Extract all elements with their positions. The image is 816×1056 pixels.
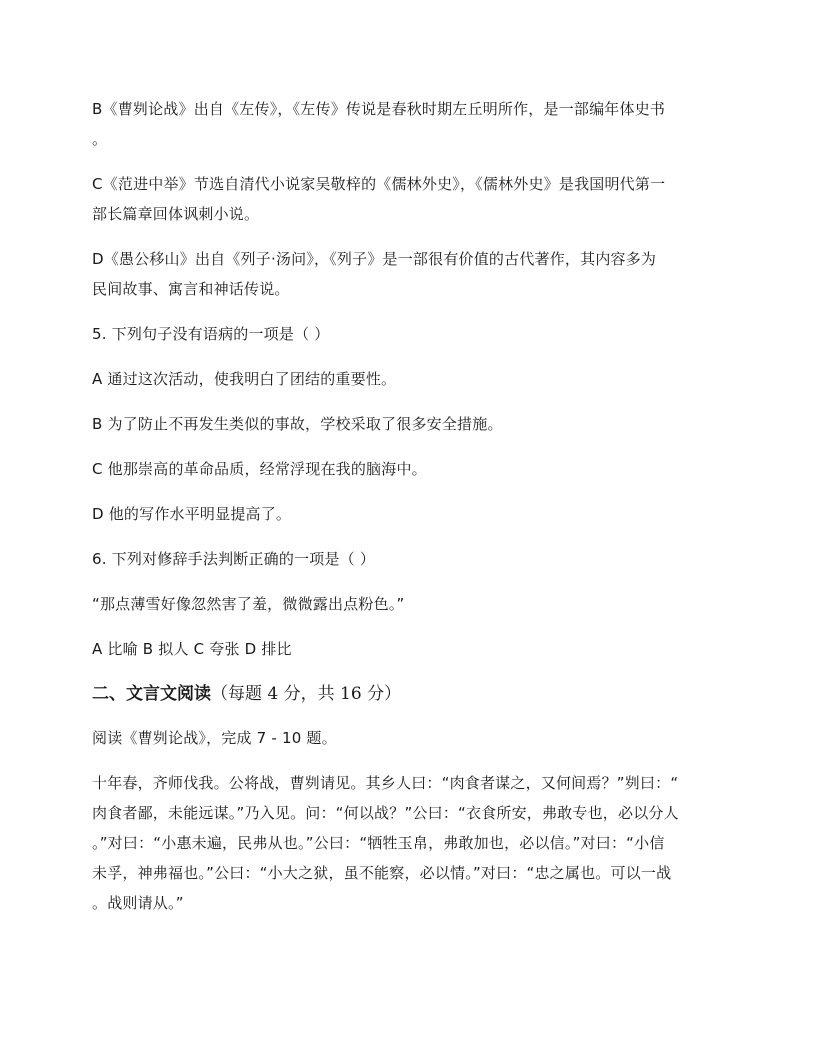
section-title: 二、文言文阅读	[92, 684, 211, 704]
quote-text: “那点薄雪好像忽然害了羞，微微露出点粉色。”	[92, 595, 405, 613]
option-c-rulinwaishi	[92, 169, 724, 229]
question-5-option-a	[92, 364, 724, 394]
question-5	[92, 319, 724, 349]
text-line: C《范进中举》节选自清代小说家吴敬梓的《儒林外史》，《儒林外史》是我国明代第一	[92, 175, 666, 193]
option-d-liezi	[92, 244, 724, 304]
option-b-zuozhuan	[92, 94, 724, 154]
question-6	[92, 544, 724, 574]
question-5-option-c	[92, 454, 724, 484]
passage-line: 未孚，神弗福也。”公曰：“小大之狱，虽不能察，必以情。”对曰：“忠之属也。可以一战	[92, 864, 672, 882]
option-text: A 通过这次活动，使我明白了团结的重要性。	[92, 370, 397, 388]
option-text: A 比喻 B 拟人 C 夸张 D 排比	[92, 640, 292, 658]
section-score-note: （每题 4 分，共 16 分）	[211, 684, 402, 704]
instruction-text: 阅读《曹刿论战》，完成 7 - 10 题。	[92, 729, 337, 747]
passage-line: 。”对曰：“小惠未遍，民弗从也。”公曰：“牺牲玉帛，弗敢加也，必以信。”对曰：“小信	[92, 834, 665, 852]
question-5-option-b	[92, 409, 724, 439]
section-heading	[92, 679, 724, 709]
passage-line: 十年春，齐师伐我。公将战，曹刿请见。其乡人曰：“肉食者谋之，又何间焉？”刿曰：“	[92, 774, 679, 792]
passage-line: 肉食者鄙，未能远谋。”乃入见。问：“何以战？”公曰：“衣食所安，弗敢专也，必以分人	[92, 804, 679, 822]
question-6-quote	[92, 589, 724, 619]
text-line: 部长篇章回体讽刺小说。	[92, 205, 260, 223]
option-text: C 他那崇高的革命品质，经常浮现在我的脑海中。	[92, 460, 427, 478]
option-text: B 为了防止不再发生类似的事故，学校采取了很多安全措施。	[92, 415, 503, 433]
option-text: D 他的写作水平明显提高了。	[92, 505, 292, 523]
text-line: B《曹刿论战》出自《左传》，《左传》传说是春秋时期左丘明所作，是一部编年体史书	[92, 100, 666, 118]
question-6-options	[92, 634, 724, 664]
question-text: 5. 下列句子没有语病的一项是（ ）	[92, 325, 330, 343]
reading-instruction	[92, 723, 724, 753]
text-line: 。	[92, 130, 108, 148]
classical-passage	[92, 768, 724, 918]
text-line: D《愚公移山》出自《列子·汤问》，《列子》是一部很有价值的古代著作，其内容多为	[92, 250, 657, 268]
question-5-option-d	[92, 499, 724, 529]
passage-line: 。战则请从。”	[92, 894, 184, 912]
text-line: 民间故事、寓言和神话传说。	[92, 280, 290, 298]
question-text: 6. 下列对修辞手法判断正确的一项是（ ）	[92, 550, 376, 568]
